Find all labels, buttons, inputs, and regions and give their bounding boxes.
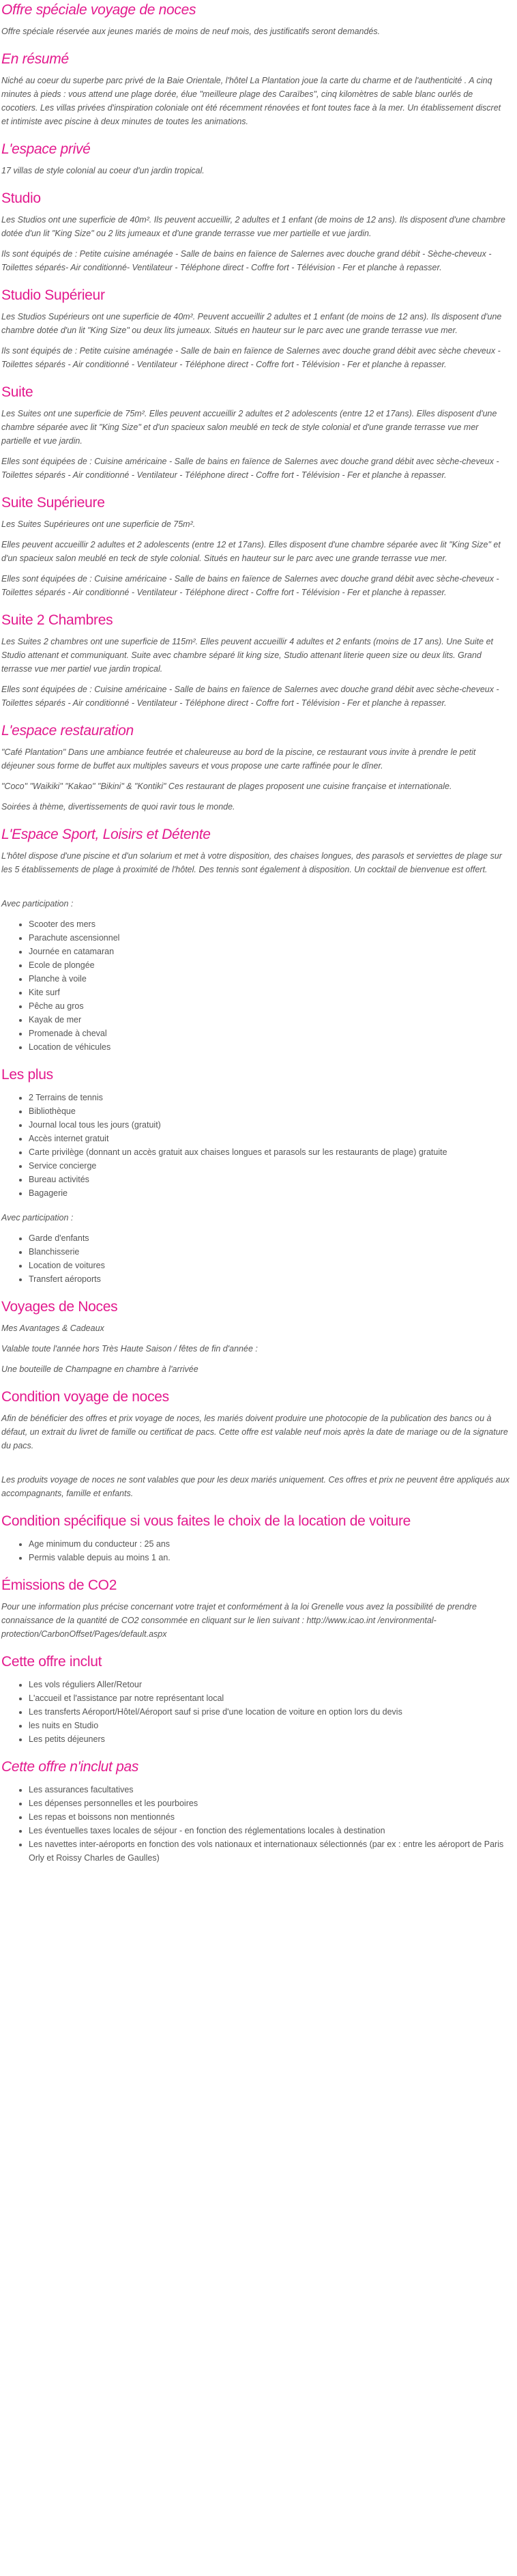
section-heading: Voyages de Noces <box>1 1299 118 1315</box>
paragraph: 17 villas de style colonial au coeur d'un jardin tropical. <box>1 166 205 175</box>
section-heading: Condition spécifique si vous faites le choix de la location de voiture <box>1 1513 411 1529</box>
list-item: • Les petits déjeuners <box>29 1732 510 1746</box>
bullet-list <box>1 917 510 1054</box>
paragraph: Elles sont équipées de : Cuisine américaine - Salle de bains en faïence de Salernes avec douche grand débit avec sèche-cheveux - Toilettes séparés - Air conditionné - Ventilateur - Téléphone direct - Coffre fort - Télévision - Fer et planche à repasser. <box>1 574 499 597</box>
paragraph: Ils sont équipés de : Petite cuisine aménagée - Salle de bain en faïence de Salernes avec douche grand débit avec sèche cheveux - Toilettes séparés - Air conditionné - Ventilateur - Téléphone direct - Coffre fort - Télévision - Fer et planche à repasser. <box>1 346 501 369</box>
list-item: • Parachute ascensionnel <box>29 931 510 945</box>
section-l-espace-sport-loisirs-et-detente <box>1 826 510 1054</box>
list-item: • Les assurances facultatives <box>29 1783 510 1797</box>
list-item: • Scooter des mers <box>29 917 510 931</box>
list-item: • Kite surf <box>29 986 510 999</box>
section-condition-specifique-si-vous-faites-le-choix-de-la-location-de-voiture <box>1 1513 510 1564</box>
list-item: • Les vols réguliers Aller/Retour <box>29 1678 510 1691</box>
list-item: • Location de voitures <box>29 1259 510 1272</box>
section-heading: Suite <box>1 384 33 400</box>
section-heading: Émissions de CO2 <box>1 1577 117 1593</box>
list-item: • Location de véhicules <box>29 1040 510 1054</box>
paragraph: Les Suites Supérieures ont une superficie de 75m². <box>1 519 196 529</box>
section-suite <box>1 384 510 482</box>
list-item: • Les navettes inter-aéroports en fonction des vols nationaux et internationaux sélectionnés (par ex : entre les aéroport de Paris Orly et Roissy Charles de Gaulles) <box>29 1837 510 1865</box>
bullet-list <box>1 1231 510 1286</box>
section-l-espace-prive <box>1 141 510 177</box>
paragraph: Les Suites ont une superficie de 75m². Elles peuvent accueillir 2 adultes et 2 adolescents (entre 12 et 17ans). Elles disposent d'une chambre séparée avec lit "King Size" et d'un spacieux salon meublé en teck de style colonial et d'une grande terrasse vue mer partielle et vue jardin. <box>1 409 497 446</box>
section-heading: Condition voyage de noces <box>1 1389 169 1405</box>
paragraph: Ils sont équipés de : Petite cuisine aménagée - Salle de bains en faïence de Salernes avec douche grand débit - Sèche-cheveux - Toilettes séparés- Air conditionné- Ventilateur - Téléphone direct - Coffre fort - Télévision - Fer et planche à repasser. <box>1 249 492 272</box>
paragraph: Les Studios Supérieurs ont une superficie de 40m². Peuvent accueillir 2 adultes et 1 enfant (de moins de 12 ans). Ils disposent d'une chambre dotée d'un lit "King Size" ou deux lits jumeaux. Situés en hauteur sur le parc avec une grande terrasse vue mer. <box>1 312 502 335</box>
section-voyages-de-noces <box>1 1298 510 1376</box>
paragraph: Les produits voyage de noces ne sont valables que pour les deux mariés uniquement. Ces offres et prix ne peuvent être appliqués aux accompagnants, famille et enfants. <box>1 1475 509 1498</box>
paragraph: Elles sont équipées de : Cuisine américaine - Salle de bains en faïence de Salernes avec douche grand débit avec sèche-cheveux - Toilettes séparés - Air conditionné - Ventilateur - Téléphone direct - Coffre fort - Télévision - Fer et planche à repasser. <box>1 685 499 708</box>
list-item: • les nuits en Studio <box>29 1719 510 1732</box>
list-item: • Carte privilège (donnant un accès gratuit aux chaises longues et parasols sur les restaurants de plage) gratuite <box>29 1145 510 1159</box>
list-item: • Permis valable depuis au moins 1 an. <box>29 1551 510 1564</box>
section-heading: Suite 2 Chambres <box>1 612 113 628</box>
paragraph: Les Studios ont une superficie de 40m². Ils peuvent accueillir, 2 adultes et 1 enfant (de moins de 12 ans). Ils disposent d'une chambre dotée d'un lit "King Size" ou 2 lits jumeaux et d'une grande terrasse vue mer partielle et vue jardin. <box>1 215 505 238</box>
section-condition-voyage-de-noces <box>1 1388 510 1500</box>
list-item: • Kayak de mer <box>29 1013 510 1027</box>
section-heading: L'espace restauration <box>1 723 134 739</box>
list-item: • Ecole de plongée <box>29 958 510 972</box>
section-emissions-de-co2 <box>1 1577 510 1641</box>
section-heading: En résumé <box>1 51 69 67</box>
paragraph: Avec participation : <box>1 899 74 908</box>
list-item: • Blanchisserie <box>29 1245 510 1259</box>
list-item: • Journée en catamaran <box>29 945 510 958</box>
paragraph: "Café Plantation" Dans une ambiance feutrée et chaleureuse au bord de la piscine, ce restaurant vous invite à prendre le petit déjeuner sous forme de buffet aux multiples saveurs et vous propose une carte raffinée pour le dîner. <box>1 747 476 771</box>
section-cette-offre-n-inclut-pas <box>1 1758 510 1865</box>
paragraph: Avec participation : <box>1 1213 74 1222</box>
bullet-list <box>1 1091 510 1200</box>
bullet-list <box>1 1678 510 1746</box>
section-heading: Studio Supérieur <box>1 287 105 303</box>
section-offre-speciale-voyage-de-noces <box>1 1 510 38</box>
list-item: • Les éventuelles taxes locales de séjour - en fonction des réglementations locales à destination <box>29 1824 510 1837</box>
list-item: • Transfert aéroports <box>29 1272 510 1286</box>
paragraph: Pour une information plus précise concernant votre trajet et conformément à la loi Grenelle vous avez la possibilité de prendre connaissance de la quantité de CO2 consommée en cliquant sur le lien suivant : http://www.icao.int /environmental-protection/CarbonOffset/Pages/default.aspx <box>1 1602 477 1639</box>
paragraph: Une bouteille de Champagne en chambre à l'arrivée <box>1 1364 198 1374</box>
paragraph: L'hôtel dispose d'une piscine et d'un solarium et met à votre disposition, des chaises longues, des parasols et serviettes de plage sur les 5 établissements de plage à proximité de l'hôtel. Des tennis sont également à disposition. Un cocktail de bienvenue est offert. <box>1 851 502 874</box>
paragraph: Offre spéciale réservée aux jeunes mariés de moins de neuf mois, des justificatifs seront demandés. <box>1 27 381 36</box>
section-cette-offre-inclut <box>1 1653 510 1746</box>
list-item: • Les dépenses personnelles et les pourboires <box>29 1797 510 1810</box>
paragraph: Soirées à thème, divertissements de quoi ravir tous le monde. <box>1 802 235 812</box>
section-l-espace-restauration <box>1 722 510 814</box>
paragraph: Mes Avantages & Cadeaux <box>1 1323 104 1333</box>
section-heading: Cette offre inclut <box>1 1654 102 1670</box>
bullet-list <box>1 1783 510 1865</box>
section-heading: L'Espace Sport, Loisirs et Détente <box>1 827 211 842</box>
list-item: • Les repas et boissons non mentionnés <box>29 1810 510 1824</box>
paragraph: Les Suites 2 chambres ont une superficie de 115m². Elles peuvent accueillir 4 adultes et 2 enfants (moins de 17 ans). Une Suite et Studio attenant et communiquant. Suite avec chambre séparé lit king size, Studio attenant literie queen size ou deux lits. Grand terrasse vue mer partiel vue jardin tropical. <box>1 637 494 674</box>
list-item: • Accès internet gratuit <box>29 1132 510 1145</box>
list-item: • L'accueil et l'assistance par notre représentant local <box>29 1691 510 1705</box>
paragraph: Valable toute l'année hors Très Haute Saison / fêtes de fin d'année : <box>1 1344 258 1354</box>
list-item: • Promenade à cheval <box>29 1027 510 1040</box>
section-heading: Suite Supérieure <box>1 495 105 511</box>
section-heading: Offre spéciale voyage de noces <box>1 2 196 18</box>
list-item: • Age minimum du conducteur : 25 ans <box>29 1537 510 1551</box>
list-item: • Planche à voile <box>29 972 510 986</box>
spacer <box>1 883 510 897</box>
section-studio-superieur <box>1 287 510 371</box>
section-heading: Studio <box>1 190 41 206</box>
list-item: • 2 Terrains de tennis <box>29 1091 510 1104</box>
paragraph: Niché au coeur du superbe parc privé de la Baie Orientale, l'hôtel La Plantation joue la carte du charme et de l'authenticité . A cinq minutes à pieds : vous attend une plage dorée, élue "meilleure plage des Caraïbes", cinq kilomètres de sable blanc ourlés de cocotiers. Les villas privées d'inspiration coloniale ont été récemment rénovées et font toutes face à la mer. Un établissement discret et intimiste avec piscine à deux minutes de toutes les animations. <box>1 76 501 126</box>
list-item: • Bagagerie <box>29 1186 510 1200</box>
section-heading: Les plus <box>1 1067 53 1083</box>
paragraph: Elles peuvent accueillir 2 adultes et 2 adolescents (entre 12 et 17ans). Elles disposent d'une chambre séparée avec lit "King Size" et d'un spacieux salon meublé en teck de style colonial. Situés en hauteur sur le parc avec une grande terrasse vue mer. <box>1 540 501 563</box>
section-en-resume <box>1 51 510 128</box>
section-heading: Cette offre n'inclut pas <box>1 1759 139 1775</box>
spacer <box>1 1459 510 1473</box>
list-item: • Garde d'enfants <box>29 1231 510 1245</box>
list-item: • Bureau activités <box>29 1173 510 1186</box>
list-item: • Service concierge <box>29 1159 510 1173</box>
section-suite-2-chambres <box>1 612 510 710</box>
section-suite-superieure <box>1 494 510 599</box>
paragraph: "Coco" "Waikiki" "Kakao" "Bikini" & "Kontiki" Ces restaurant de plages proposent une cuisine française et internationale. <box>1 782 452 791</box>
list-item: • Pêche au gros <box>29 999 510 1013</box>
paragraph: Afin de bénéficier des offres et prix voyage de noces, les mariés doivent produire une photocopie de la publication des bancs ou à défaut, un extrait du livret de famille ou certificat de pacs. Cette offre est valable neuf mois après la date de mariage ou de la signature du pacs. <box>1 1414 508 1450</box>
bullet-list <box>1 1537 510 1564</box>
section-les-plus <box>1 1066 510 1286</box>
section-studio <box>1 190 510 274</box>
section-heading: L'espace privé <box>1 141 91 157</box>
list-item: • Journal local tous les jours (gratuit) <box>29 1118 510 1132</box>
paragraph: Elles sont équipées de : Cuisine américaine - Salle de bains en faïence de Salernes avec douche grand débit avec sèche-cheveux - Toilettes séparés - Air conditionné - Ventilateur - Téléphone direct - Coffre fort - Télévision - Fer et planche à repasser. <box>1 457 499 480</box>
list-item: • Bibliothèque <box>29 1104 510 1118</box>
list-item: • Les transferts Aéroport/Hôtel/Aéroport sauf si prise d'une location de voiture en option lors du devis <box>29 1705 510 1719</box>
